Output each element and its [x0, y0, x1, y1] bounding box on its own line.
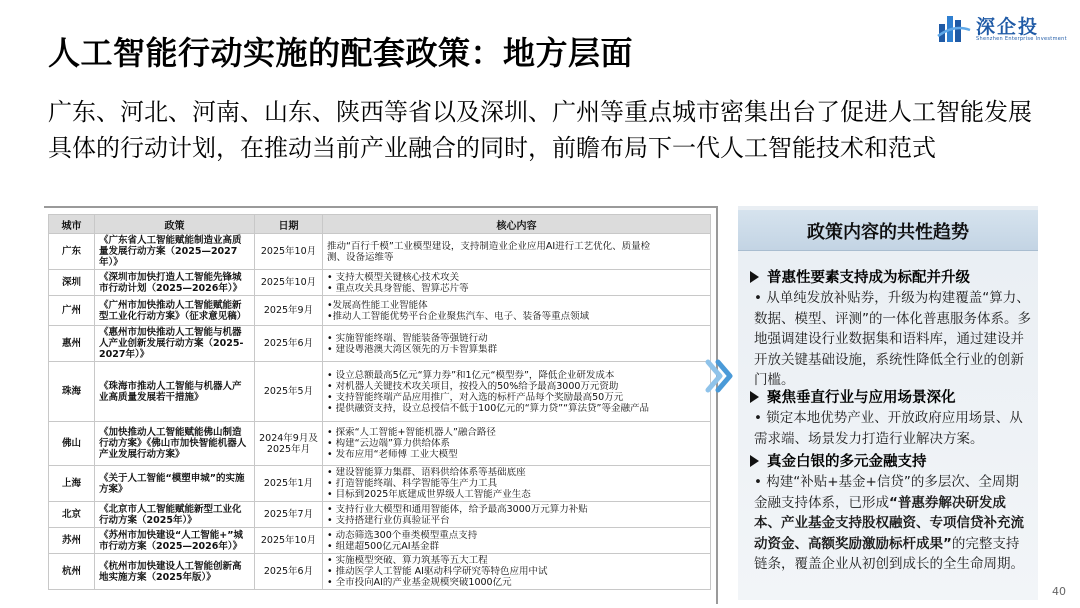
trend-2 — [750, 388, 1032, 449]
trend-1-heading — [750, 268, 1032, 288]
trend-3-body-post: 的完整支持链条，覆盖企业从初创到成长的全生命周期。 — [754, 535, 1024, 572]
table-row — [49, 362, 711, 422]
cell-city: 广东 — [49, 234, 95, 270]
content-line: • 构建“云边端”算力供给体系 — [327, 438, 450, 449]
cell-date: 2025年6月 — [255, 326, 323, 362]
trend-3-body — [750, 472, 1032, 575]
content-line: • 建设粤港澳大湾区领先的万卡智算集群 — [327, 343, 498, 355]
content-line: •推动人工智能优势平台企业聚焦汽车、电子、装备等重点领域 — [327, 310, 590, 322]
content-line: 测、设备运维等 — [327, 251, 394, 263]
trend-2-heading-text: 聚焦垂直行业与应用场景深化 — [767, 390, 956, 406]
trend-3-body-bold: “普惠券解决研发成本、产业基金支持股权融资、专项信贷补充流动资金、高额奖励激励标杆成果” — [754, 494, 1024, 552]
intro-paragraph: 广东、河北、河南、山东、陕西等省以及深圳、广州等重点城市密集出台了促进人工智能发展具体的行动计划，在推动当前产业融合的同时，前瞻布局下一代人工智能技术和范式 — [48, 98, 1032, 162]
cell-content — [323, 422, 711, 466]
cell-policy: 《广东省人工智能赋能制造业高质量发展行动方案（2025—2027年）》 — [95, 234, 255, 270]
cell-date: 2024年9月及2025年月 — [255, 422, 323, 466]
content-line: • 建设智能算力集群、语料供给体系等基础底座 — [327, 467, 526, 478]
table-row — [49, 466, 711, 502]
content-line: 推动“百行千模”工业模型建设，支持制造业企业应用AI进行工艺优化、质量检 — [327, 240, 651, 252]
content-line: • 实施智能终端、智能装备等强链行动 — [327, 332, 488, 344]
cell-city: 广州 — [49, 296, 95, 326]
table-header-row — [49, 215, 711, 234]
cell-policy: 《北京市人工智能赋能新型工业化行动方案（2025年）》 — [95, 502, 255, 528]
logo-mark-icon — [936, 10, 972, 46]
triangle-bullet-icon — [750, 455, 759, 467]
cell-date: 2025年10月 — [255, 234, 323, 270]
policy-table — [48, 214, 711, 590]
cell-content — [323, 502, 711, 528]
content-line: •发展高性能工业智能体 — [327, 299, 428, 311]
chevron-right-icon — [704, 358, 734, 394]
content-line: • 提供融资支持，设立总授信不低于100亿元的“算力贷”“算法贷”等金融产品 — [327, 402, 649, 414]
trend-3-heading-text: 真金白银的多元金融支持 — [767, 454, 927, 470]
content-line: • 实施模型突破、算力筑基等五大工程 — [327, 555, 488, 566]
trend-2-heading — [750, 388, 1032, 408]
header-city: 城市 — [49, 215, 95, 234]
cell-date: 2025年10月 — [255, 528, 323, 554]
table-row — [49, 326, 711, 362]
cell-policy: 《广州市加快推动人工智能赋能新型工业化行动方案》（征求意见稿） — [95, 296, 255, 326]
cell-content — [323, 296, 711, 326]
header-content: 核心内容 — [323, 215, 711, 234]
table-row — [49, 554, 711, 590]
page-title: 人工智能行动实施的配套政策：地方层面 — [48, 34, 634, 72]
trend-1-body: • 从单纯发放补贴券，升级为构建覆盖“算力、数据、模型、评测”的一体化普惠服务体系。多地强调建设行业数据集和语料库，通过建设并开放关键基础设施，系统性降低全行业的创新门槛。 — [754, 290, 1031, 388]
content-line: • 重点攻关具身智能、智算芯片等 — [327, 282, 469, 294]
trend-3 — [750, 452, 1032, 575]
content-line: • 推动医学人工智能 AI驱动科学研究等特色应用中试 — [327, 566, 548, 577]
content-line: • 动态筛选300个垂类模型重点支持 — [327, 529, 478, 541]
content-line: • 设立总额最高5亿元“算力券”和1亿元“模型券”，降低企业研发成本 — [327, 369, 615, 381]
content-line: • 目标到2025年底建成世界级人工智能产业生态 — [327, 489, 531, 500]
cell-content — [323, 554, 711, 590]
trend-panel-header — [738, 210, 1038, 251]
table-row — [49, 422, 711, 466]
cell-policy: 《惠州市加快推动人工智能与机器人产业创新发展行动方案（2025-2027年）》 — [95, 326, 255, 362]
content-line: • 全市投向AI的产业基金规模突破1000亿元 — [327, 577, 512, 588]
cell-content — [323, 528, 711, 554]
logo-subtitle: Shenzhen Enterprise Investment — [976, 36, 1067, 42]
content-line: • 支持搭建行业仿真验证平台 — [327, 514, 450, 526]
cell-city: 珠海 — [49, 362, 95, 422]
table-row — [49, 296, 711, 326]
triangle-bullet-icon — [750, 271, 759, 283]
cell-policy: 《苏州市加快建设“人工智能+”城市行动方案（2025—2026年）》 — [95, 528, 255, 554]
cell-date: 2025年5月 — [255, 362, 323, 422]
cell-city: 杭州 — [49, 554, 95, 590]
cell-content — [323, 362, 711, 422]
trend-panel-title: 政策内容的共性趋势 — [807, 222, 969, 243]
content-line: • 发布应用“老师傅 工业大模型 — [327, 449, 458, 460]
table-row — [49, 270, 711, 296]
cell-city: 深圳 — [49, 270, 95, 296]
cell-policy: 《深圳市加快打造人工智能先锋城市行动计划（2025—2026年）》 — [95, 270, 255, 296]
trend-3-heading — [750, 452, 1032, 472]
cell-policy: 《珠海市推动人工智能与机器人产业高质量发展若干措施》 — [95, 362, 255, 422]
trend-2-body: • 锁定本地优势产业、开放政府应用场景、从需求端、场景发力打造行业解决方案。 — [754, 410, 1023, 447]
cell-city: 佛山 — [49, 422, 95, 466]
logo-text: 深企投 — [976, 16, 1040, 38]
cell-policy: 《加快推动人工智能赋能佛山制造行动方案》《佛山市加快智能机器人产业发展行动方案》 — [95, 422, 255, 466]
cell-date: 2025年1月 — [255, 466, 323, 502]
content-line: • 探索“人工智能+智能机器人”融合路径 — [327, 427, 496, 438]
trend-3-body-pre: • 构建“补贴+基金+信贷”的多层次、全周期金融支持体系，已形成 — [754, 474, 1019, 511]
cell-city: 上海 — [49, 466, 95, 502]
content-line: • 组建超500亿元AI基金群 — [327, 540, 440, 552]
cell-date: 2025年6月 — [255, 554, 323, 590]
content-line: • 支持大模型关键核心技术攻关 — [327, 271, 460, 283]
content-line: • 支持行业大模型和通用智能体，给予最高3000万元算力补贴 — [327, 503, 588, 515]
cell-date: 2025年9月 — [255, 296, 323, 326]
cell-city: 苏州 — [49, 528, 95, 554]
content-line: • 打造智能终端、科学智能等生产力工具 — [327, 478, 498, 489]
page-number: 40 — [1052, 585, 1066, 598]
content-line: • 对机器人关键技术攻关项目，按投入的50%给予最高3000万元资助 — [327, 380, 619, 392]
trend-1 — [750, 268, 1032, 391]
cell-content — [323, 270, 711, 296]
content-line: • 支持智能终端产品应用推广，对入选的标杆产品每个奖励最高50万元 — [327, 391, 624, 403]
header-policy: 政策 — [95, 215, 255, 234]
table-row — [49, 502, 711, 528]
cell-content — [323, 234, 711, 270]
cell-city: 北京 — [49, 502, 95, 528]
trend-1-heading-text: 普惠性要素支持成为标配并升级 — [767, 270, 970, 286]
table-body — [49, 234, 711, 590]
cell-content — [323, 466, 711, 502]
table-row — [49, 234, 711, 270]
cell-date: 2025年7月 — [255, 502, 323, 528]
cell-content — [323, 326, 711, 362]
header-date: 日期 — [255, 215, 323, 234]
cell-policy: 《关于人工智能“模塑申城”的实施方案》 — [95, 466, 255, 502]
logo — [936, 8, 1066, 48]
cell-date: 2025年10月 — [255, 270, 323, 296]
cell-city: 惠州 — [49, 326, 95, 362]
cell-policy: 《杭州市加快建设人工智能创新高地实施方案（2025年版）》 — [95, 554, 255, 590]
triangle-bullet-icon — [750, 391, 759, 403]
table-row — [49, 528, 711, 554]
